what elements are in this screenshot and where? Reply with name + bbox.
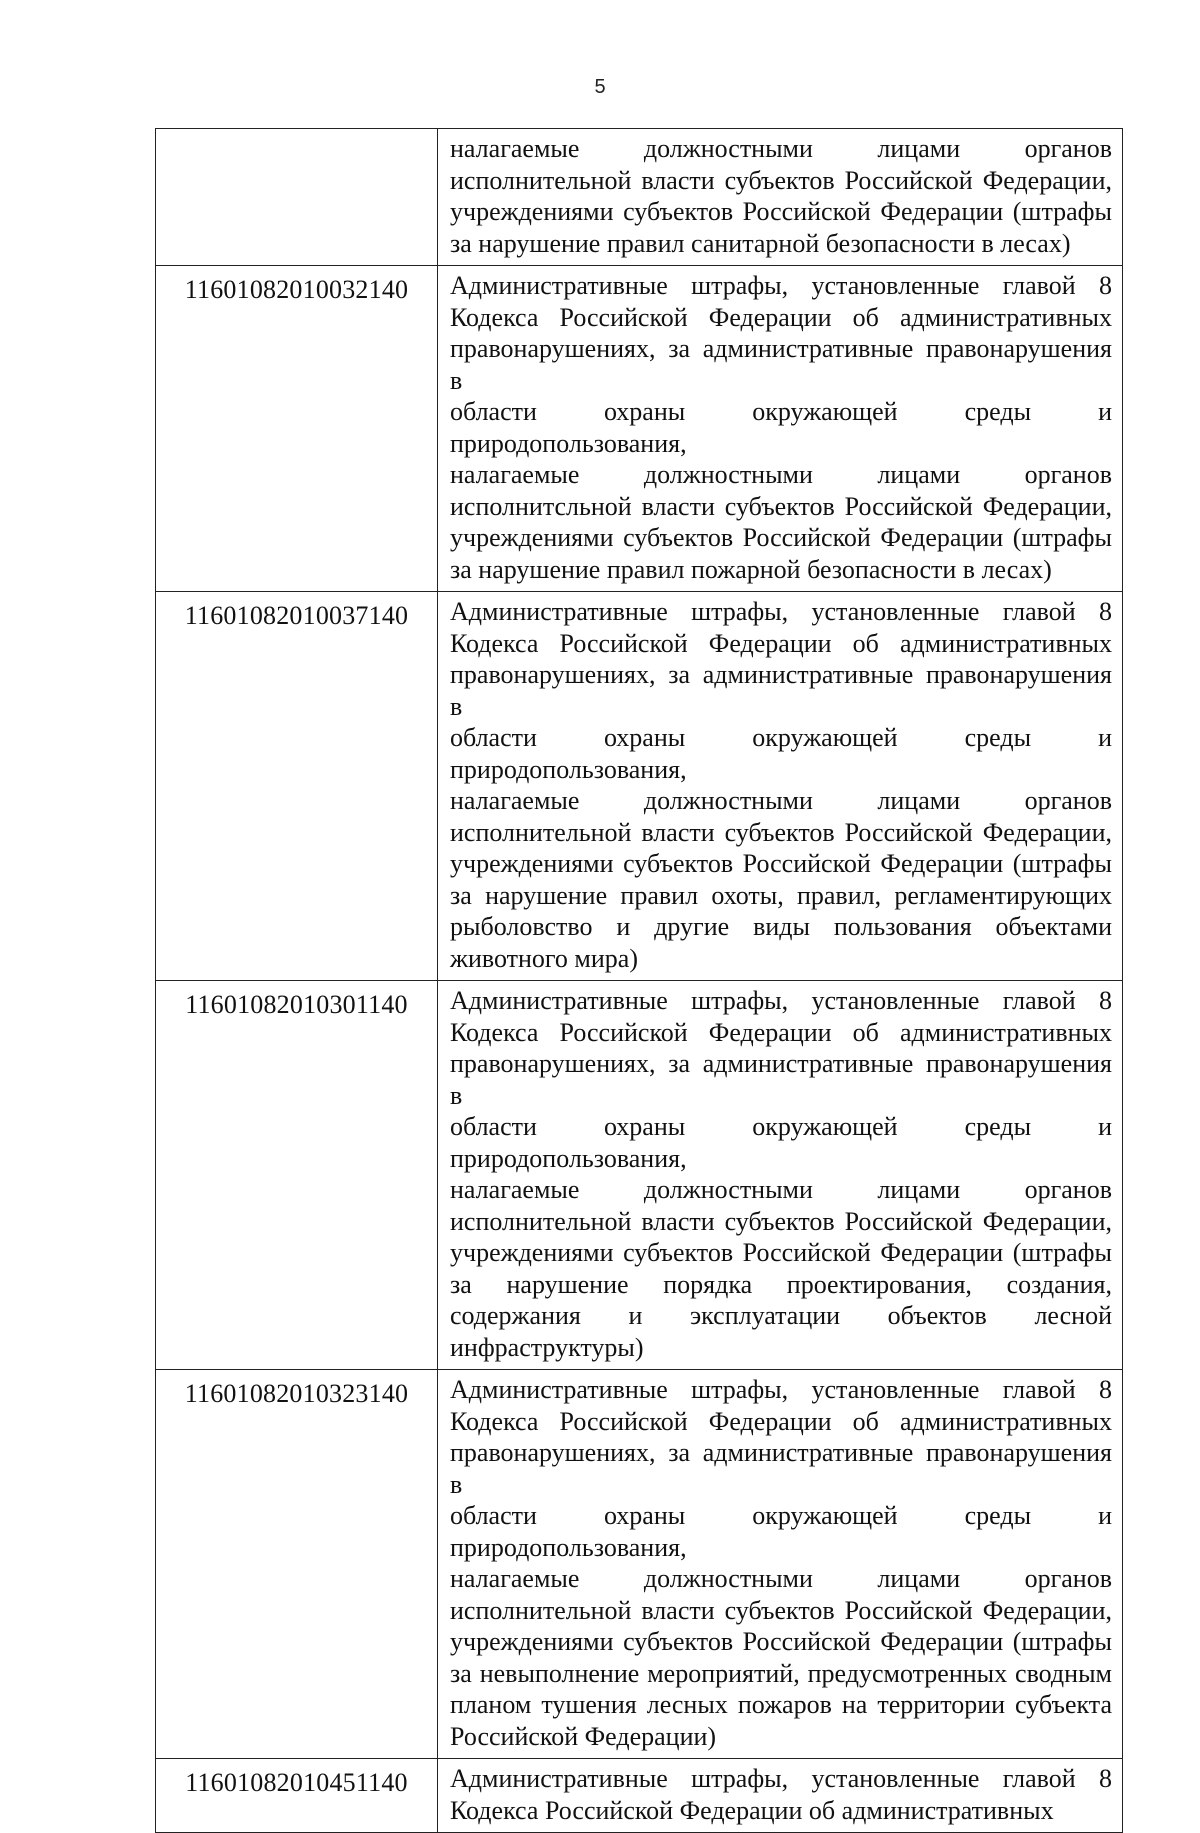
budget-code: 11601082010032140 [184, 275, 409, 304]
description-line: правонарушениях, за административные правонарушения в [450, 334, 1112, 395]
description-text [450, 133, 1112, 259]
table-body [156, 129, 1123, 1833]
description-line: области охраны окружающей среды и природопользования, [450, 1112, 1112, 1173]
description-text [450, 270, 1112, 585]
description-line: исполнительной власти субъектов Российской Федерации, [450, 1206, 1112, 1236]
table-row [156, 592, 1123, 981]
description-line: рыболовство и другие виды пользования объектами [450, 912, 1112, 941]
description-line: Административные штрафы, установленные главой 8 [450, 1764, 1112, 1793]
table-row [156, 1759, 1123, 1833]
description-cell [438, 1759, 1123, 1833]
description-cell [438, 1370, 1123, 1759]
description-line: налагаемые должностными лицами органов [450, 1175, 1112, 1204]
description-cell [438, 592, 1123, 981]
code-cell [156, 981, 438, 1370]
table-row [156, 981, 1123, 1370]
budget-codes-table [155, 128, 1123, 1833]
description-line: Кодекса Российской Федерации об административных [450, 1795, 1054, 1825]
description-line: за нарушение правил охоты, правил, регламентирующих [450, 880, 1112, 910]
description-text [450, 1763, 1112, 1826]
description-line: за нарушение порядка проектирования, создания, [450, 1269, 1112, 1299]
description-line: Кодекса Российской Федерации об административных [450, 302, 1112, 332]
description-line: налагаемые должностными лицами органов [450, 134, 1112, 163]
description-line: учреждениями субъектов Российской Федерации (штрафы [450, 197, 1112, 226]
budget-code: 11601082010037140 [184, 601, 409, 630]
code-cell [156, 1759, 438, 1833]
description-line: исполнительной власти субъектов Российской Федерации, [450, 817, 1112, 847]
table-row [156, 266, 1123, 592]
description-text [450, 985, 1112, 1363]
description-line: Административные штрафы, установленные главой 8 [450, 271, 1112, 300]
page-number: 5 [594, 76, 606, 98]
description-line: правонарушениях, за административные правонарушения в [450, 1049, 1112, 1110]
code-cell [156, 129, 438, 266]
description-line: учреждениями субъектов Российской Федерации (штрафы [450, 1627, 1112, 1656]
table-row [156, 1370, 1123, 1759]
description-line: налагаемые должностными лицами органов [450, 786, 1112, 815]
description-line: учреждениями субъектов Российской Федерации (штрафы [450, 1238, 1112, 1267]
description-text [450, 1374, 1112, 1752]
description-line: содержания и эксплуатации объектов лесной [450, 1301, 1112, 1330]
code-cell [156, 1370, 438, 1759]
description-text [450, 596, 1112, 974]
code-cell [156, 592, 438, 981]
description-line: исполнитсльной власти субъектов Российской Федерации, [450, 491, 1112, 521]
description-line: Кодекса Российской Федерации об административных [450, 628, 1112, 658]
description-line: налагаемые должностными лицами органов [450, 1564, 1112, 1593]
description-line: Административные штрафы, установленные главой 8 [450, 1375, 1112, 1404]
description-line: за нарушение правил санитарной безопасности в лесах) [450, 228, 1071, 258]
description-line: животного мира) [450, 943, 638, 973]
code-cell [156, 266, 438, 592]
description-cell [438, 981, 1123, 1370]
description-line: Административные штрафы, установленные главой 8 [450, 597, 1112, 626]
description-line: области охраны окружающей среды и природопользования, [450, 723, 1112, 784]
description-cell [438, 266, 1123, 592]
budget-code: 11601082010301140 [185, 990, 408, 1019]
budget-code: 11601082010451140 [185, 1768, 408, 1797]
description-line: Кодекса Российской Федерации об административных [450, 1017, 1112, 1047]
description-line: за нарушение правил пожарной безопасности в лесах) [450, 554, 1052, 584]
description-line: области охраны окружающей среды и природопользования, [450, 1501, 1112, 1562]
description-line: учреждениями субъектов Российской Федерации (штрафы [450, 849, 1112, 878]
description-line: Российской Федерации) [450, 1721, 717, 1751]
budget-code: 11601082010323140 [184, 1379, 409, 1408]
description-line: планом тушения лесных пожаров на территории субъекта [450, 1690, 1112, 1719]
description-line: инфраструктуры) [450, 1332, 644, 1362]
description-line: исполнительной власти субъектов Российской Федерации, [450, 165, 1112, 195]
description-line: исполнительной власти субъектов Российской Федерации, [450, 1595, 1112, 1625]
description-line: области охраны окружающей среды и природопользования, [450, 397, 1112, 458]
description-line: правонарушениях, за административные правонарушения в [450, 660, 1112, 721]
description-line: налагаемые должностными лицами органов [450, 460, 1112, 489]
description-line: учреждениями субъектов Российской Федерации (штрафы [450, 523, 1112, 552]
table-row [156, 129, 1123, 266]
description-line: Кодекса Российской Федерации об административных [450, 1406, 1112, 1436]
description-line: за невыполнение мероприятий, предусмотренных сводным [450, 1658, 1112, 1688]
description-line: Административные штрафы, установленные главой 8 [450, 986, 1112, 1015]
description-line: правонарушениях, за административные правонарушения в [450, 1438, 1112, 1499]
description-cell [438, 129, 1123, 266]
